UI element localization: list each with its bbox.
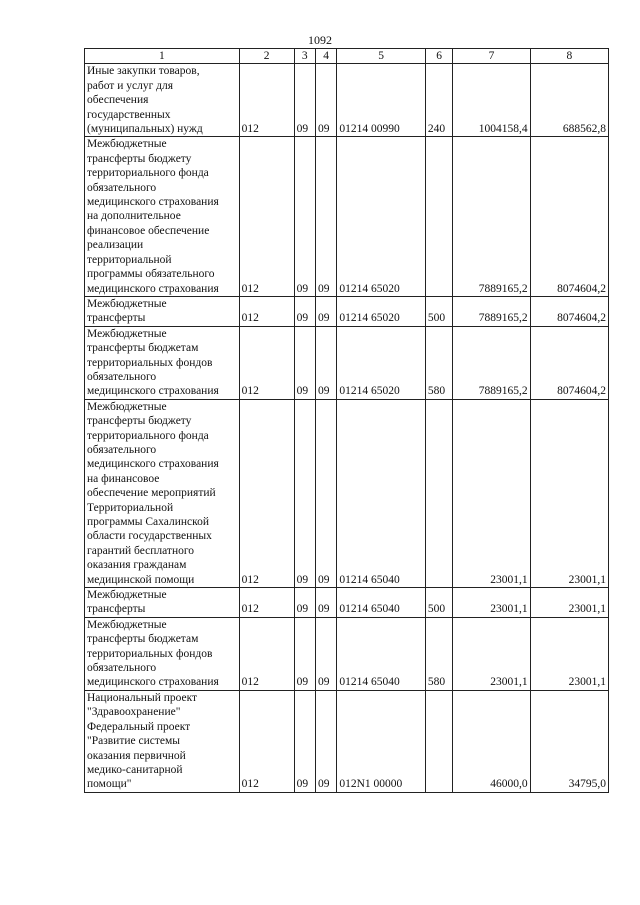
cell-section: 09	[294, 399, 315, 587]
cell-ministry-code: 012	[239, 617, 294, 690]
cell-amount-1: 7889165,2	[453, 296, 530, 326]
cell-amount-1: 23001,1	[453, 399, 530, 587]
cell-expense-type: 580	[425, 326, 452, 399]
row-name: Межбюджетные трансферты бюджетам территориальных фондов обязательного медицинского страхования	[85, 326, 240, 399]
cell-subsection: 09	[315, 64, 336, 137]
cell-target-article: 01214 65020	[337, 296, 426, 326]
cell-subsection: 09	[315, 296, 336, 326]
cell-amount-1: 7889165,2	[453, 326, 530, 399]
budget-table	[84, 48, 609, 793]
cell-ministry-code: 012	[239, 296, 294, 326]
cell-expense-type	[425, 137, 452, 296]
cell-ministry-code: 012	[239, 326, 294, 399]
cell-subsection: 09	[315, 690, 336, 792]
cell-expense-type: 580	[425, 617, 452, 690]
cell-amount-1: 1004158,4	[453, 64, 530, 137]
cell-subsection: 09	[315, 588, 336, 618]
cell-expense-type: 500	[425, 588, 452, 618]
table-row	[85, 64, 609, 137]
column-header: 7	[453, 49, 530, 64]
cell-ministry-code: 012	[239, 64, 294, 137]
cell-target-article: 01214 65020	[337, 137, 426, 296]
cell-target-article: 01214 65040	[337, 588, 426, 618]
cell-section: 09	[294, 617, 315, 690]
column-header: 1	[85, 49, 240, 64]
cell-subsection: 09	[315, 617, 336, 690]
cell-subsection: 09	[315, 137, 336, 296]
cell-ministry-code: 012	[239, 690, 294, 792]
cell-amount-2: 34795,0	[530, 690, 608, 792]
column-header: 2	[239, 49, 294, 64]
table-row	[85, 399, 609, 587]
cell-ministry-code: 012	[239, 137, 294, 296]
cell-amount-2: 23001,1	[530, 617, 608, 690]
cell-section: 09	[294, 326, 315, 399]
cell-amount-2: 8074604,2	[530, 296, 608, 326]
column-header: 4	[315, 49, 336, 64]
column-header: 5	[337, 49, 426, 64]
row-name: Межбюджетные трансферты бюджету территориального фонда обязательного медицинского страхования на дополнительное финансовое обеспечение реализации территориальной программы обязательного медицинского страхования	[85, 137, 240, 296]
cell-amount-1: 23001,1	[453, 588, 530, 618]
cell-section: 09	[294, 64, 315, 137]
cell-subsection: 09	[315, 326, 336, 399]
cell-amount-1: 7889165,2	[453, 137, 530, 296]
row-name: Межбюджетные трансферты	[85, 296, 240, 326]
row-name: Межбюджетные трансферты	[85, 588, 240, 618]
cell-section: 09	[294, 588, 315, 618]
cell-section: 09	[294, 296, 315, 326]
cell-amount-2: 688562,8	[530, 64, 608, 137]
page-number: 1092	[308, 33, 332, 47]
cell-amount-2: 8074604,2	[530, 326, 608, 399]
cell-expense-type: 240	[425, 64, 452, 137]
row-name: Межбюджетные трансферты бюджету территориального фонда обязательного медицинского страхования на финансовое обеспечение мероприятий Территориальной программы Сахалинской области государственных гарантий бесплатного оказания гражданам медицинской помощи	[85, 399, 240, 587]
column-header: 6	[425, 49, 452, 64]
row-name: Национальный проект "Здравоохранение" Федеральный проект "Развитие системы оказания первичной медико-санитарной помощи"	[85, 690, 240, 792]
cell-target-article: 01214 65040	[337, 617, 426, 690]
cell-amount-2: 23001,1	[530, 588, 608, 618]
table-row	[85, 326, 609, 399]
table-row	[85, 690, 609, 792]
cell-target-article: 012N1 00000	[337, 690, 426, 792]
table-row	[85, 137, 609, 296]
cell-subsection: 09	[315, 399, 336, 587]
column-header: 3	[294, 49, 315, 64]
cell-amount-2: 8074604,2	[530, 137, 608, 296]
cell-ministry-code: 012	[239, 399, 294, 587]
cell-section: 09	[294, 690, 315, 792]
table-row	[85, 617, 609, 690]
cell-ministry-code: 012	[239, 588, 294, 618]
cell-target-article: 01214 65020	[337, 326, 426, 399]
table-row	[85, 296, 609, 326]
column-header: 8	[530, 49, 608, 64]
cell-amount-1: 23001,1	[453, 617, 530, 690]
cell-amount-1: 46000,0	[453, 690, 530, 792]
cell-expense-type	[425, 399, 452, 587]
cell-expense-type: 500	[425, 296, 452, 326]
row-name: Межбюджетные трансферты бюджетам территориальных фондов обязательного медицинского страхования	[85, 617, 240, 690]
table-header-row	[85, 49, 609, 64]
row-name: Иные закупки товаров, работ и услуг для обеспечения государственных (муниципальных) нужд	[85, 64, 240, 137]
cell-expense-type	[425, 690, 452, 792]
table-row	[85, 588, 609, 618]
cell-section: 09	[294, 137, 315, 296]
cell-target-article: 01214 00990	[337, 64, 426, 137]
cell-amount-2: 23001,1	[530, 399, 608, 587]
cell-target-article: 01214 65040	[337, 399, 426, 587]
